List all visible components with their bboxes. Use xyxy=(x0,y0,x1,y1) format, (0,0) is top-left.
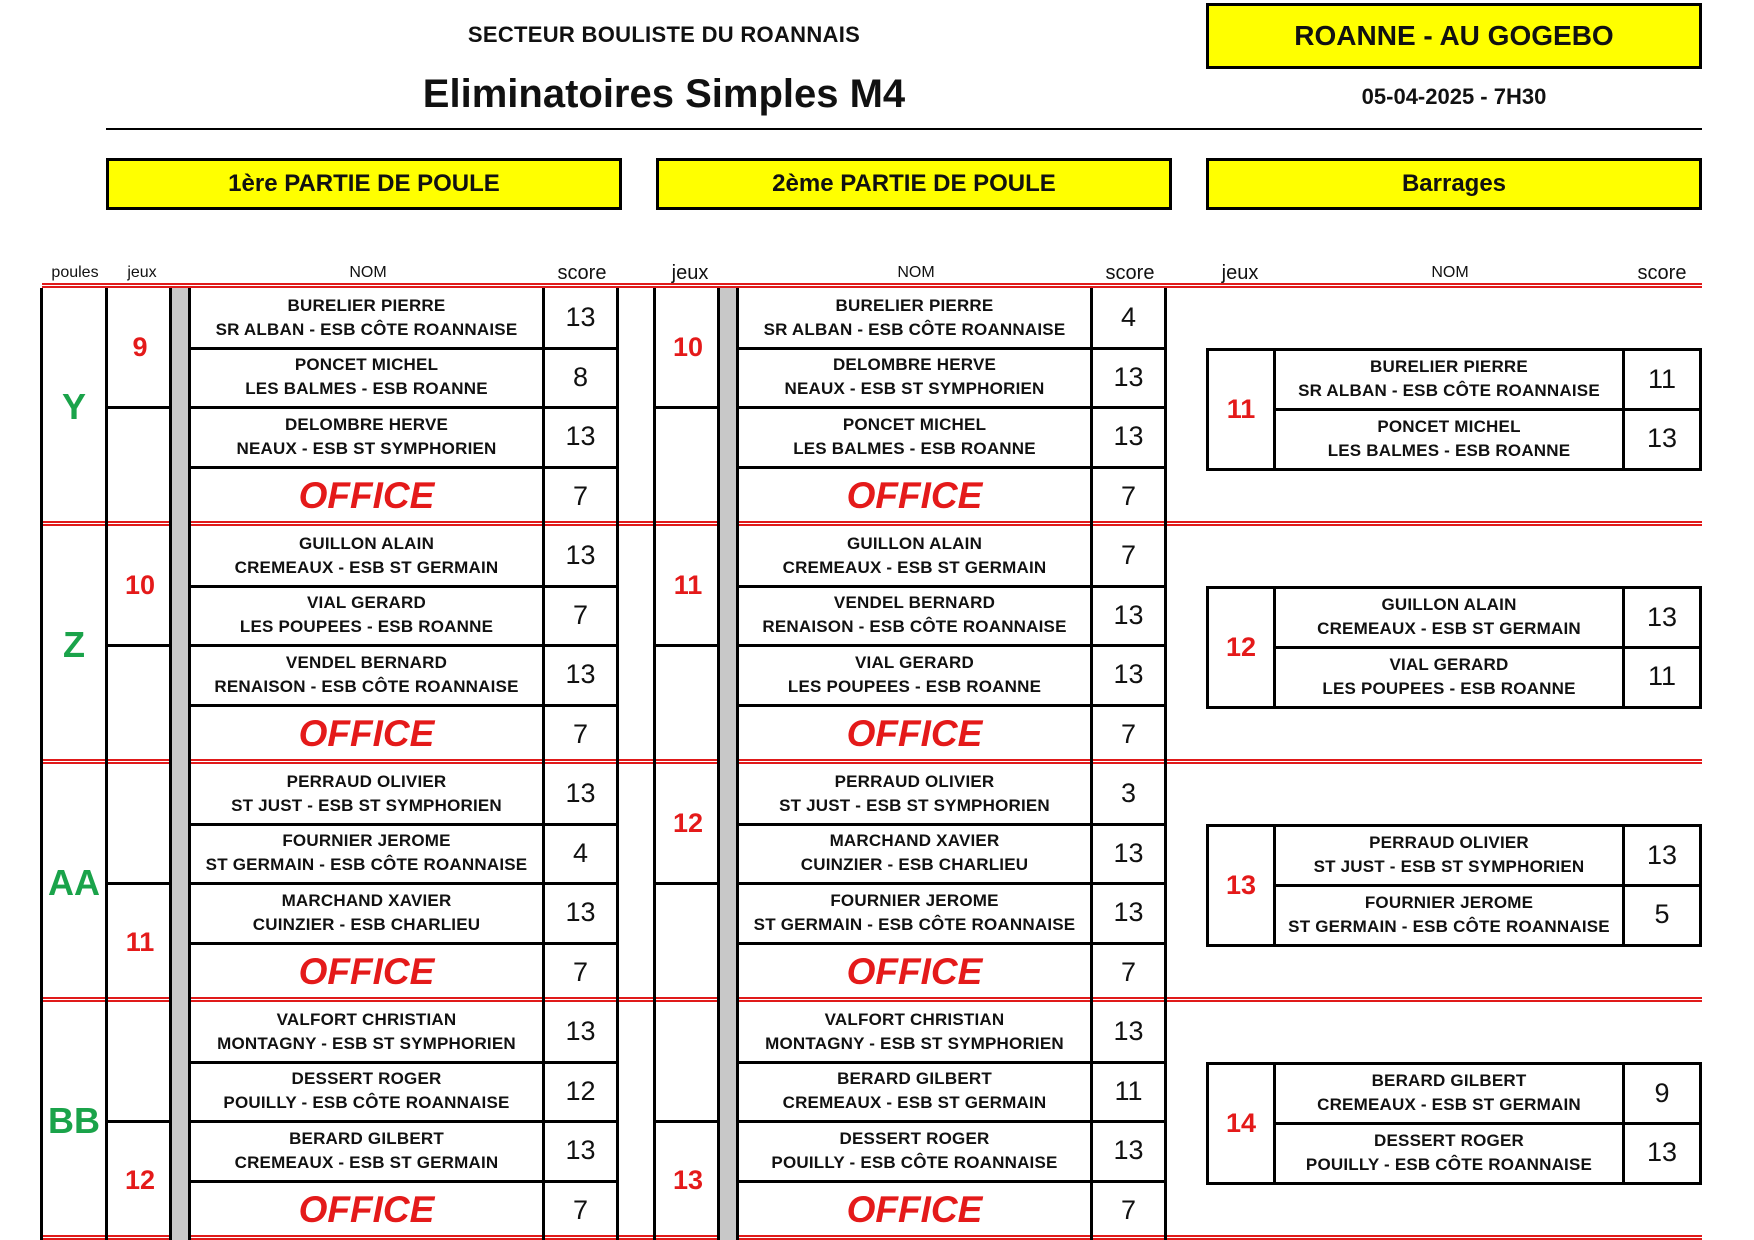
player-name: PONCET MICHEL xyxy=(1377,416,1521,436)
player-club: LES POUPEES - ESB ROANNE xyxy=(787,676,1042,696)
game-number xyxy=(108,407,172,526)
organization-name: SECTEUR BOULISTE DU ROANNAIS xyxy=(467,22,861,47)
header-nom-barrages: NOM xyxy=(1431,264,1469,281)
venue-box: ROANNE - AU GOGEBO xyxy=(1206,3,1702,69)
event-date: 05-04-2025 - 7H30 xyxy=(1361,84,1547,109)
player-name: DESSERT ROGER xyxy=(291,1069,442,1089)
player-name: PONCET MICHEL xyxy=(294,355,439,375)
game-number xyxy=(656,407,720,526)
player-cell-office: OFFICE xyxy=(846,475,983,517)
score-cell: 7 xyxy=(572,599,589,630)
player-cell xyxy=(739,1062,1090,1122)
gray-bar xyxy=(172,288,188,526)
header-jeux-round1: jeux xyxy=(127,264,157,281)
pool-label: Y xyxy=(61,386,86,427)
player-name: VIAL GERARD xyxy=(854,652,974,672)
score-cell: 7 xyxy=(1120,956,1137,987)
player-name: DESSERT ROGER xyxy=(1374,1130,1524,1150)
score-cell: 13 xyxy=(565,1016,596,1047)
score-cell: 7 xyxy=(1120,540,1137,571)
score-cell: 13 xyxy=(565,897,596,928)
player-name: BERARD GILBERT xyxy=(289,1128,444,1148)
header-divider xyxy=(106,128,1702,130)
player-cell-office: OFFICE xyxy=(298,951,435,993)
gray-bar xyxy=(720,288,736,526)
player-name: BURELIER PIERRE xyxy=(835,295,994,315)
pool-label: AA xyxy=(48,862,100,903)
score-cell: 8 xyxy=(572,361,589,392)
player-club: LES BALMES - ESB ROANNE xyxy=(245,379,488,399)
player-cell-office: OFFICE xyxy=(298,475,435,517)
score-cell: 13 xyxy=(1113,1135,1144,1166)
game-number: 13 xyxy=(672,1165,704,1195)
barrage-game-number: 11 xyxy=(1226,393,1256,424)
barrage-score-cell: 9 xyxy=(1654,1077,1670,1108)
barrage-player-cell xyxy=(1277,1065,1621,1123)
player-name: DESSERT ROGER xyxy=(839,1128,990,1148)
player-name: GUILLON ALAIN xyxy=(298,533,435,553)
grid-border xyxy=(653,526,656,764)
barrage-game-number: 14 xyxy=(1225,1107,1257,1138)
player-club: MONTAGNY - ESB ST SYMPHORIEN xyxy=(765,1033,1064,1053)
player-cell xyxy=(191,288,542,348)
grid-border xyxy=(653,764,656,1002)
barrage-score-cell: 11 xyxy=(1647,363,1677,394)
barrage-player-cell xyxy=(1277,827,1621,885)
player-name: FOURNIER JEROME xyxy=(830,890,999,910)
score-cell: 3 xyxy=(1120,778,1137,809)
player-cell xyxy=(739,526,1090,586)
player-name: VALFORT CHRISTIAN xyxy=(276,1009,457,1029)
player-cell xyxy=(191,764,542,824)
player-club: CREMEAUX - ESB ST GERMAIN xyxy=(782,1093,1047,1113)
player-name: PERRAUD OLIVIER xyxy=(834,771,995,791)
game-divider xyxy=(108,644,172,647)
gray-bar xyxy=(720,526,736,764)
pool-label: BB xyxy=(48,1100,100,1141)
player-club: SR ALBAN - ESB CÔTE ROANNAISE xyxy=(1298,381,1600,401)
player-name: DELOMBRE HERVE xyxy=(284,414,449,434)
player-name: VENDEL BERNARD xyxy=(285,652,448,672)
player-club: NEAUX - ESB ST SYMPHORIEN xyxy=(236,438,497,458)
player-club: ST JUST - ESB ST SYMPHORIEN xyxy=(779,795,1050,815)
player-club: RENAISON - ESB CÔTE ROANNAISE xyxy=(214,676,519,696)
player-cell-office: OFFICE xyxy=(298,1189,435,1231)
player-cell xyxy=(191,883,542,943)
barrage-score-cell: 13 xyxy=(1646,1137,1678,1168)
player-club: POUILLY - ESB CÔTE ROANNAISE xyxy=(223,1093,510,1113)
player-club: RENAISON - ESB CÔTE ROANNAISE xyxy=(762,617,1067,637)
header-poules: poules xyxy=(51,264,99,281)
barrage-player-cell xyxy=(1277,589,1621,647)
player-name: MARCHAND XAVIER xyxy=(829,831,1000,851)
player-cell xyxy=(739,1121,1090,1181)
score-cell: 13 xyxy=(565,421,596,452)
barrage-player-cell xyxy=(1277,648,1621,706)
player-cell xyxy=(191,348,542,408)
player-club: CREMEAUX - ESB ST GERMAIN xyxy=(1317,619,1581,639)
player-club: POUILLY - ESB CÔTE ROANNAISE xyxy=(1305,1154,1593,1174)
player-club: LES POUPEES - ESB ROANNE xyxy=(239,617,494,637)
player-name: BURELIER PIERRE xyxy=(287,295,446,315)
score-cell: 11 xyxy=(1114,1075,1143,1106)
player-name: VIAL GERARD xyxy=(306,593,426,613)
score-cell: 4 xyxy=(572,837,589,868)
player-name: GUILLON ALAIN xyxy=(846,533,983,553)
player-club: LES BALMES - ESB ROANNE xyxy=(1327,440,1571,460)
player-cell-office: OFFICE xyxy=(298,713,435,755)
player-club: NEAUX - ESB ST SYMPHORIEN xyxy=(784,379,1045,399)
player-cell-office: OFFICE xyxy=(846,1189,983,1231)
game-number xyxy=(656,1002,720,1121)
game-number xyxy=(108,645,172,764)
player-name: VALFORT CHRISTIAN xyxy=(824,1009,1005,1029)
game-number xyxy=(108,764,172,883)
player-cell-office: OFFICE xyxy=(846,951,983,993)
player-club: POUILLY - ESB CÔTE ROANNAISE xyxy=(771,1152,1058,1172)
game-divider xyxy=(108,406,172,409)
player-club: SR ALBAN - ESB CÔTE ROANNAISE xyxy=(763,319,1066,339)
player-club: SR ALBAN - ESB CÔTE ROANNAISE xyxy=(215,319,518,339)
score-cell: 13 xyxy=(565,778,596,809)
player-cell xyxy=(191,1121,542,1181)
player-cell xyxy=(191,586,542,646)
score-cell: 13 xyxy=(1113,421,1144,452)
score-cell: 7 xyxy=(572,1194,589,1225)
player-cell xyxy=(191,1062,542,1122)
gray-bar xyxy=(720,1002,736,1240)
player-club: ST JUST - ESB ST SYMPHORIEN xyxy=(1313,857,1585,877)
game-number: 10 xyxy=(124,570,156,600)
barrage-score-cell: 13 xyxy=(1646,601,1678,632)
player-cell xyxy=(739,348,1090,408)
game-divider xyxy=(656,644,720,647)
player-cell xyxy=(739,824,1090,884)
player-name: PERRAUD OLIVIER xyxy=(1369,833,1529,853)
header-score-round1: score xyxy=(557,262,607,284)
barrage-player-cell xyxy=(1277,410,1621,468)
gray-bar xyxy=(720,764,736,1002)
player-club: ST GERMAIN - ESB CÔTE ROANNAISE xyxy=(205,855,528,875)
game-number: 11 xyxy=(125,927,155,957)
player-club: CREMEAUX - ESB ST GERMAIN xyxy=(234,1152,499,1172)
score-cell: 13 xyxy=(1113,837,1144,868)
score-cell: 13 xyxy=(565,540,596,571)
player-name: BURELIER PIERRE xyxy=(1370,357,1528,377)
score-cell: 13 xyxy=(1113,361,1144,392)
player-name: PONCET MICHEL xyxy=(842,414,987,434)
score-cell: 7 xyxy=(572,956,589,987)
score-cell: 13 xyxy=(565,1135,596,1166)
section-round2: 2ème PARTIE DE POULE xyxy=(656,158,1172,210)
player-cell xyxy=(739,288,1090,348)
player-club: ST GERMAIN - ESB CÔTE ROANNAISE xyxy=(753,914,1076,934)
header-score-barrages: score xyxy=(1637,262,1687,284)
player-name: FOURNIER JEROME xyxy=(1364,892,1534,912)
player-name: VIAL GERARD xyxy=(1389,654,1509,674)
player-club: CREMEAUX - ESB ST GERMAIN xyxy=(234,557,499,577)
game-number xyxy=(108,1002,172,1121)
player-cell xyxy=(739,586,1090,646)
score-cell: 13 xyxy=(1113,599,1144,630)
barrage-score-cell: 5 xyxy=(1654,899,1670,930)
section-barrages: Barrages xyxy=(1206,158,1702,210)
player-club: CUINZIER - ESB CHARLIEU xyxy=(252,914,481,934)
gray-bar xyxy=(172,526,188,764)
score-cell: 12 xyxy=(565,1075,596,1106)
game-divider xyxy=(656,406,720,409)
header-score-round2: score xyxy=(1105,262,1155,284)
game-number: 11 xyxy=(673,570,703,600)
barrage-game-number: 12 xyxy=(1225,631,1257,662)
player-cell xyxy=(191,645,542,705)
player-club: CREMEAUX - ESB ST GERMAIN xyxy=(1317,1095,1581,1115)
player-cell xyxy=(191,526,542,586)
gray-bar xyxy=(172,1002,188,1240)
score-cell: 7 xyxy=(572,718,589,749)
game-number: 12 xyxy=(124,1165,156,1195)
game-divider xyxy=(108,882,172,885)
score-cell: 7 xyxy=(572,480,589,511)
score-cell: 7 xyxy=(1120,1194,1137,1225)
barrage-game-number: 13 xyxy=(1225,869,1257,900)
player-club: ST JUST - ESB ST SYMPHORIEN xyxy=(231,795,502,815)
grid-border xyxy=(653,288,656,526)
barrage-player-cell xyxy=(1277,1124,1621,1182)
player-cell-office: OFFICE xyxy=(846,713,983,755)
player-name: PERRAUD OLIVIER xyxy=(286,771,447,791)
score-cell: 13 xyxy=(1113,1016,1144,1047)
barrage-score-cell: 11 xyxy=(1647,661,1677,692)
score-cell: 13 xyxy=(565,659,596,690)
section-round1: 1ère PARTIE DE POULE xyxy=(106,158,622,210)
player-club: LES POUPEES - ESB ROANNE xyxy=(1322,678,1576,698)
player-club: LES BALMES - ESB ROANNE xyxy=(793,438,1036,458)
header-nom-round2: NOM xyxy=(897,264,935,281)
game-number: 9 xyxy=(132,332,148,362)
player-cell xyxy=(739,764,1090,824)
player-cell xyxy=(191,824,542,884)
barrage-player-cell xyxy=(1277,351,1621,409)
player-club: ST GERMAIN - ESB CÔTE ROANNAISE xyxy=(1288,916,1610,936)
game-number: 12 xyxy=(672,808,704,838)
pool-label: Z xyxy=(63,624,85,665)
player-cell xyxy=(191,407,542,467)
player-cell xyxy=(739,645,1090,705)
score-cell: 13 xyxy=(1113,659,1144,690)
header-jeux-round2: jeux xyxy=(671,262,709,284)
barrage-score-cell: 13 xyxy=(1646,839,1678,870)
gray-bar xyxy=(172,764,188,1002)
player-club: CREMEAUX - ESB ST GERMAIN xyxy=(782,557,1047,577)
player-name: MARCHAND XAVIER xyxy=(281,890,452,910)
game-divider xyxy=(656,1120,720,1123)
game-divider xyxy=(108,1120,172,1123)
game-number xyxy=(656,645,720,764)
score-cell: 13 xyxy=(1113,897,1144,928)
player-club: MONTAGNY - ESB ST SYMPHORIEN xyxy=(217,1033,516,1053)
game-number: 10 xyxy=(672,332,704,362)
player-cell xyxy=(739,1002,1090,1062)
barrage-player-cell xyxy=(1277,886,1621,944)
player-name: FOURNIER JEROME xyxy=(282,831,451,851)
barrage-score-cell: 13 xyxy=(1646,423,1678,454)
header-nom-round1: NOM xyxy=(349,264,387,281)
player-club: CUINZIER - ESB CHARLIEU xyxy=(800,855,1029,875)
score-cell: 7 xyxy=(1120,718,1137,749)
player-cell xyxy=(191,1002,542,1062)
score-cell: 7 xyxy=(1120,480,1137,511)
score-cell: 13 xyxy=(565,302,596,333)
score-cell: 4 xyxy=(1120,302,1137,333)
grid-border xyxy=(653,1002,656,1240)
header-jeux-barrages: jeux xyxy=(1221,262,1259,284)
player-name: VENDEL BERNARD xyxy=(833,593,996,613)
player-name: DELOMBRE HERVE xyxy=(832,355,997,375)
player-name: BERARD GILBERT xyxy=(837,1069,992,1089)
player-cell xyxy=(739,407,1090,467)
player-name: GUILLON ALAIN xyxy=(1381,595,1517,615)
player-cell xyxy=(739,883,1090,943)
game-divider xyxy=(656,882,720,885)
page-title: Eliminatoires Simples M4 xyxy=(422,72,906,116)
player-name: BERARD GILBERT xyxy=(1371,1071,1527,1091)
game-number xyxy=(656,883,720,1002)
